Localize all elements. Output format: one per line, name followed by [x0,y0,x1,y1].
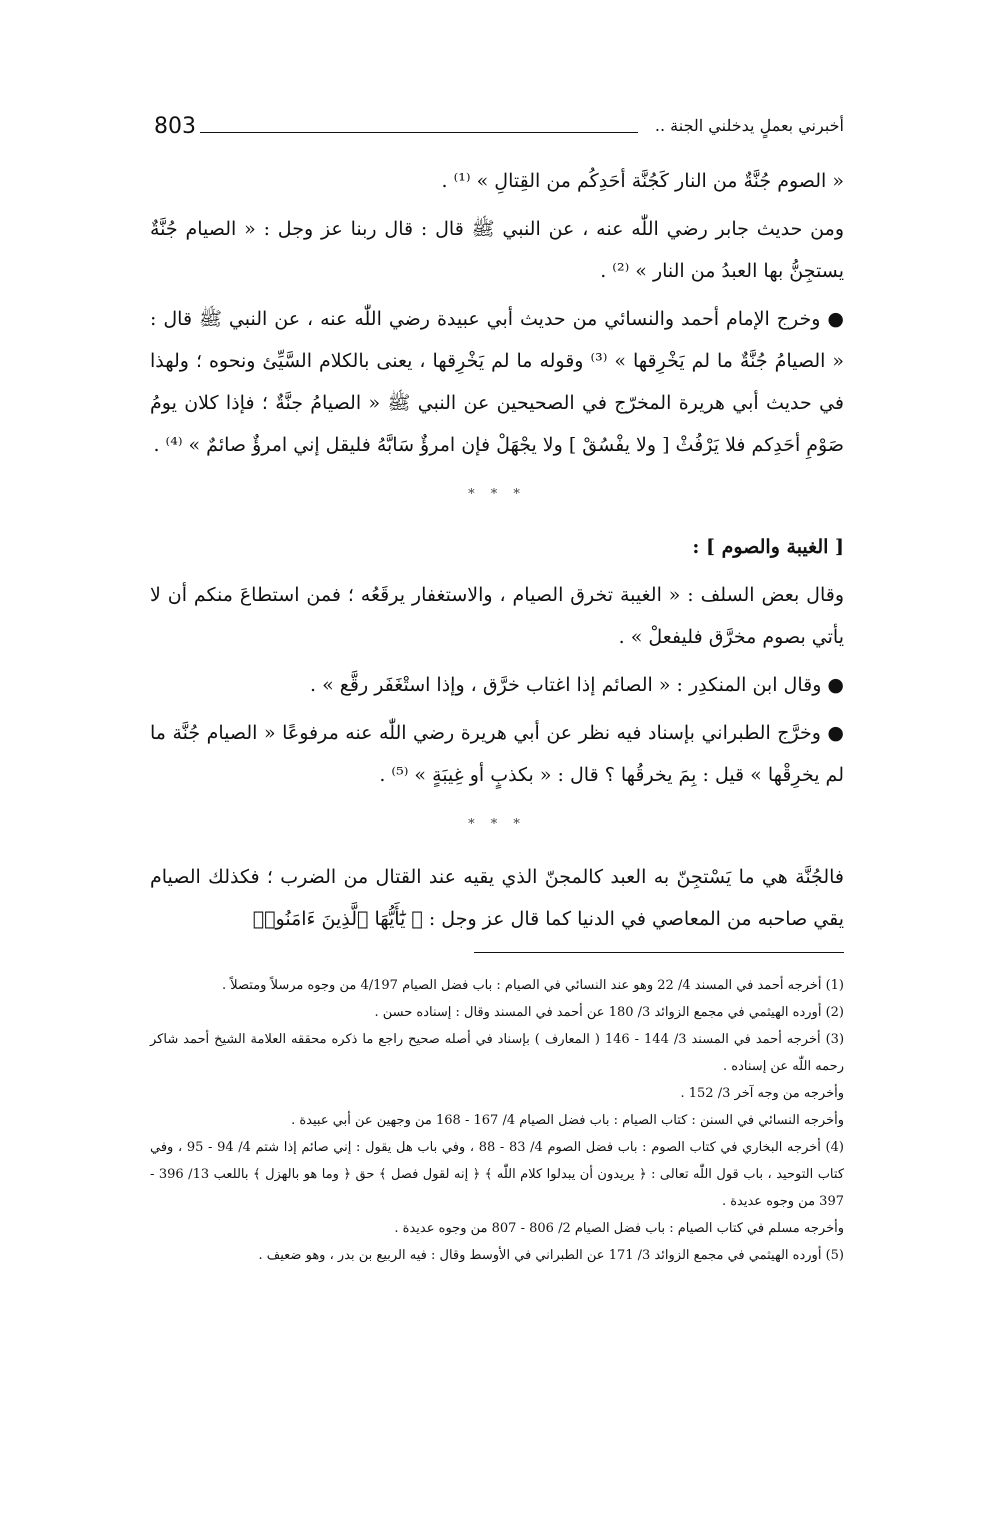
footnote: وأخرجه النسائي في السنن : كتاب الصيام : باب فضل الصيام 4/ 167 - 168 من وجهين عن أبي عبيدة . [291,1113,844,1128]
footnotes [150,972,844,1269]
paragraph: « الصوم جُنَّةٌ من النار كَجُنَّة أحَدِكُم من القِتالِ » ⁽¹⁾ . [441,170,844,192]
paragraph: وقال بعض السلف : « الغيبة تخرق الصيام ، والاستغفار يرقَعُه ؛ فمن استطاعَ منكم أن لا يأتي بصوم مخرَّق فليفعلْ » . [150,584,844,648]
page-number: 803 [154,114,196,139]
paragraph: فالجُنَّة هي ما يَسْتجِنّ به العبد كالمجنّ الذي يقيه عند القتال من الضرب ؛ فكذلك الصيام يقي صاحبه من المعاصي في الدنيا كما قال عز وجل : ﴿ يَٰٓأَيُّهَا ٱلَّذِينَ ءَامَنُوا۟ [150,866,844,930]
section-divider: * * * [468,487,526,502]
footnote: (2) أورده الهيثمي في مجمع الزوائد 3/ 180 عن أحمد في المسند وقال : إسناده حسن . [374,1005,844,1020]
paragraph: ● وقال ابن المنكدِر : « الصائم إذا اغتاب خرَّق ، وإذا استْغَفَر رقَّع » . [310,674,844,696]
footnote: (4) أخرجه البخاري في كتاب الصوم : باب فضل الصوم 4/ 83 - 88 ، وفي باب هل يقول : إني صائم إذا شتم 4/ 94 - 95 ، وفي كتاب التوحيد ، باب قول اللّٰه تعالى : ﴿ يريدون أن يبدلوا كلام اللّٰه ﴾ ﴿ إنه لقول فصل ﴾ حق ﴿ وما هو بالهزل ﴾ باللعب 13/ 396 - 397 من وجوه عديدة . [150,1140,845,1209]
paragraph: ومن حديث جابر رضي اللّٰه عنه ، عن النبي ﷺ قال : قال ربنا عز وجل : « الصيام جُنَّةٌ يستجِنُّ بها العبدُ من النار » ⁽²⁾ . [150,218,844,282]
paragraph: ● وخرَّج الطبراني بإسناد فيه نظر عن أبي هريرة رضي اللّٰه عنه مرفوعًا « الصيام جُنَّة ما لم يخرِقْها » قيل : بِمَ يخرقُها ؟ قال : « بكذبٍ أو غِيبَةٍ » ⁽⁵⁾ . [150,722,844,786]
footnote: وأخرجه مسلم في كتاب الصيام : باب فضل الصيام 2/ 806 - 807 من وجوه عديدة . [394,1221,844,1236]
footnote-separator [474,952,844,953]
section-divider: * * * [468,817,526,832]
section-heading: [ الغيبة والصوم ] : [692,536,844,558]
page-header [154,112,844,142]
running-title: أخبرني بعملٍ يدخلني الجنة .. [654,116,844,135]
footnote: (5) أورده الهيثمي في مجمع الزوائد 3/ 171 عن الطبراني في الأوسط وقال : فيه الربيع بن بدر ، وهو ضعيف . [258,1248,844,1263]
footnote: (1) أخرجه أحمد في المسند 4/ 22 وهو عند النسائي في الصيام : باب فضل الصيام 4/197 من وجوه مرسلاً ومتصلاً . [221,978,844,993]
main-text [150,160,844,946]
footnote: وأخرجه من وجه آخر 3/ 152 . [680,1086,844,1101]
header-rule [200,132,638,133]
footnote: (3) أخرجه أحمد في المسند 3/ 144 - 146 ( المعارف ) بإسناد في أصله صحيح راجع ما ذكره محققه العلامة الشيخ أحمد شاكر رحمه اللّٰه عن إسناده . [150,1032,845,1074]
paragraph: ● وخرج الإمام أحمد والنسائي من حديث أبي عبيدة رضي اللّٰه عنه ، عن النبي ﷺ قال : « الصيامُ جُنَّةٌ ما لم يَخْرِقها » ⁽³⁾ وقوله ما لم يَخْرِقها ، يعنى بالكلام السَّيِّئ ونحوه ؛ ولهذا في حديث أبي هريرة المخرّج في الصحيحين عن النبي ﷺ « الصيامُ جنَّةٌ ؛ فإذا كلان يومُ صَوْمِ أحَدِكم فلا يَرْفُثْ [ ولا يفْسُقْ ] ولا يجْهَلْ فإن امرؤٌ سَابَّهُ فليقل إني امرؤٌ صائمٌ » ⁽⁴⁾ . [150,308,844,456]
